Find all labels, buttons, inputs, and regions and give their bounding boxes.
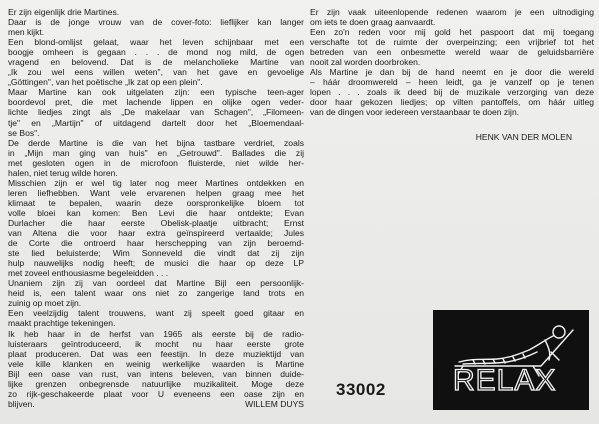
text-line: Ik heb haar in de herfst van 1965 als eerste bij de radio- xyxy=(8,328,304,339)
catalog-number: 33002 xyxy=(336,380,386,399)
text-line: om iets te doen graag aanvaardt. xyxy=(310,17,436,28)
text-line: halen, niet terug wilde horen. xyxy=(8,167,118,178)
text-line: vele kille klanken en weinig werkelijke waarden is Martine xyxy=(8,358,304,369)
text-line: „Ik zou wel eens willen weten", van het gave en gevoelige xyxy=(8,67,304,78)
text-line: door haar gekozen liedjes; op vilten pantoffels, om háár uitleg xyxy=(310,97,594,108)
text-line: ste lied beluisterde; Wim Sonneveld die vindt dat zij zijn xyxy=(8,248,304,259)
text-line: Bijl een oase van rust, van intens beleven, van binnen duide- xyxy=(8,368,304,379)
text-line: leren liefhebben. Want vele ervarenen helpen graag mee het xyxy=(8,187,304,198)
text-line: boogje omheen is gegaan . . . de mond nog mild, de ogen xyxy=(8,47,304,58)
text-line: luisteraars geïntroduceerd, ik mocht nu haar eerste grote xyxy=(8,338,304,349)
closing-line xyxy=(8,399,304,409)
text-line: Een blond-omlijst gelaat, waar het leven schijnbaar met een xyxy=(8,37,304,48)
text-line: zo rijk-geschakeerde plaat voor U eveneens een oase zijn en xyxy=(8,388,304,399)
signature-henk-van-der-molen: HENK VAN DER MOLEN xyxy=(475,131,572,142)
text-line: maakt prachtige tekeningen. xyxy=(8,318,116,329)
text-line: plaat produceren. Dat was een feestijn. In deze muziektijd van xyxy=(8,348,304,359)
text-line: Als Martine je dan bij de hand neemt en je door die wereld xyxy=(310,67,594,78)
text-line: Een zo'n reden voor mij gold het paspoort dat mij toegang xyxy=(310,27,594,38)
text-line: Maar Martine kan ook uitgelaten zijn: een typische teen-ager xyxy=(8,87,304,98)
text-line: de Corte die ontroerd haar herschepping van zijn beroemd- xyxy=(8,238,304,249)
text-line: van Altena die voor haar extra geïnspireerd vertaalde; Jules xyxy=(8,228,304,239)
text-line: Unaniem zijn zij van oordeel dat Martine Bijl een persoonlijk- xyxy=(8,278,304,289)
text-line: met zoveel enthousiasme begeleidden . . . xyxy=(8,268,169,279)
logo-wordmark: RELAX xyxy=(453,364,557,397)
text-line: betreden van een onbesmette wereld waar de geluidsbarrière xyxy=(310,47,594,58)
text-line: van de dingen voor iedereen verstaanbaar te doen zijn. xyxy=(310,107,520,118)
text-line: lopen . . . zoals ik deed bij de muzikale verzorging van deze xyxy=(310,87,594,98)
liner-notes-right-column xyxy=(310,7,594,142)
text-line: Misschien zijn er wel tig later nog meer Martines ontdekken en xyxy=(8,177,304,188)
text-line: blijven. xyxy=(8,398,35,409)
text-line: hulp nauwelijks nodig heeft; de musici die haar op deze LP xyxy=(8,258,304,269)
text-line: heid is, een talent waar ons niet zo zangerige land trots en xyxy=(8,288,304,299)
text-line: vragend en belovend. Dat is de melancholieke Martine van xyxy=(8,57,304,68)
text-line: Daar is de jonge vrouw van de cover-foto: lieflijker kan langer xyxy=(8,17,304,28)
relax-logo xyxy=(433,310,589,410)
text-line: klimaat te bepalen, waarin deze oorspronkelijke bloem tot xyxy=(8,197,304,208)
text-line: men kijkt. xyxy=(8,27,45,38)
text-line: se Bos". xyxy=(8,127,40,138)
text-line: nooit zal worden doorbroken. xyxy=(310,57,421,68)
text-line: Er zijn eigenlijk drie Martines. xyxy=(8,7,120,17)
text-line: De derde Martine is die van het bijna tastbare verdriet, zoals xyxy=(8,137,304,148)
liner-notes-left-column xyxy=(8,7,304,409)
text-line: Er zijn vaak uiteenlopende redenen waarom je een uitnodiging xyxy=(310,7,594,17)
text-line: lichte liedjes zingt als „De makelaar van Schagen", „Filomeen- xyxy=(8,107,304,118)
text-line: boordevol pret, die met lachende lippen en olijke ogen veder- xyxy=(8,97,304,108)
text-line: in „Mijn man ging van huis" en „Getrouwd". Ballades die zij xyxy=(8,147,304,158)
text-line: met gesloten ogen in de microfoon fluisterde, niet wilde her- xyxy=(8,157,304,168)
signature-willem-duys: WILLEM DUYS xyxy=(245,398,304,409)
text-line: tje" en „Martijn" of uitdagend dartelt door het „Bloemendaal- xyxy=(8,117,304,128)
text-line: zuinig op moet zijn. xyxy=(8,298,82,309)
text-line: – háár droomwereld – heen leidt, ga je vanzelf op je tenen xyxy=(310,77,594,88)
text-line: volle bloei kan komen: Ben Levi die haar ontdekte; Evan xyxy=(8,207,304,218)
text-line: Een veelzijdig talent trouwens, want zij speelt goed gitaar en xyxy=(8,308,304,319)
text-line: „Göttingen", van het poëtische „Ik zat op een plein". xyxy=(8,77,203,88)
text-line: lijke grenzen onbegrensde natuurlijke muzikaliteit. Moge deze xyxy=(8,378,304,389)
text-line: Durlacher die haar eerste Obelisk-plaatje uitbracht; Ernst xyxy=(8,217,304,228)
text-line: verschafte tot de ruimte der overpeinzing; een vrijbrief tot het xyxy=(310,37,594,48)
